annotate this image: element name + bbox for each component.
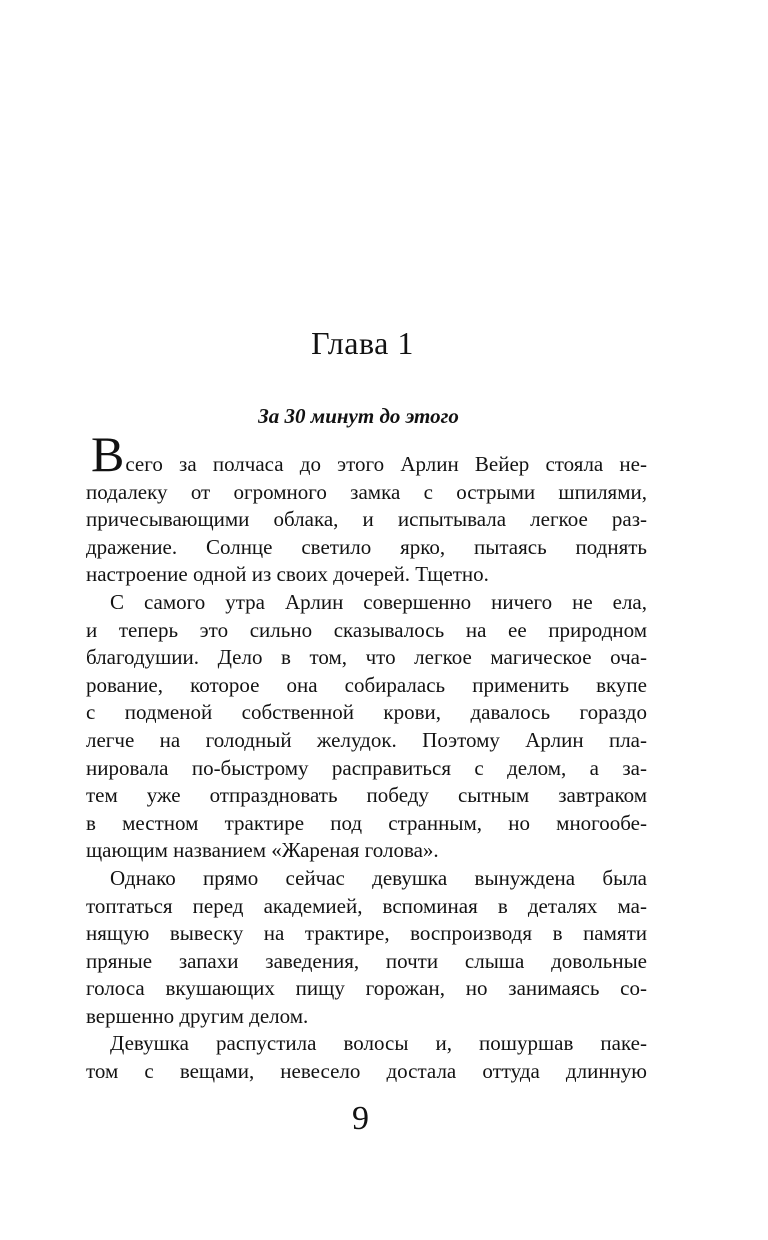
paragraph <box>86 426 647 589</box>
text-line: голоса вкушающих пищу горожан, но занимаясь со- <box>86 976 647 1001</box>
text-line: Девушка распустила волосы и, пошуршав паке- <box>110 1031 647 1056</box>
text-line: нировала по-быстрому расправиться с делом, а за- <box>86 755 647 780</box>
text-line: в местном трактире под странным, но многообе- <box>86 810 647 835</box>
text-line: и теперь это сильно сказывалось на ее природном <box>86 617 647 642</box>
text-line: щающим названием «Жареная голова». <box>86 838 439 863</box>
text-line: тем уже отпраздновать победу сытным завтраком <box>86 783 647 808</box>
paragraph <box>86 589 647 865</box>
paragraph <box>86 865 647 1031</box>
text-line: вершенно другим делом. <box>86 1003 309 1028</box>
text-line: топтаться перед академией, вспоминая в деталях ма- <box>86 893 647 918</box>
chapter-title: Глава 1 <box>311 325 414 361</box>
text-line: пряные запахи заведения, почти слыша довольные <box>86 948 647 973</box>
paragraph <box>86 1030 647 1085</box>
text-line: подалеку от огромного замка с острыми шпилями, <box>86 479 647 504</box>
text-line: нящую вывеску на трактире, воспроизводя в памяти <box>86 921 647 946</box>
page-number: 9 <box>352 1100 369 1137</box>
text-line: благодушии. Дело в том, что легкое магическое оча- <box>86 645 647 670</box>
text-line: с подменой собственной крови, давалось гораздо <box>86 700 647 725</box>
section-subtitle: За 30 минут до этого <box>258 404 459 428</box>
text-line: рование, которое она собиралась применить вкупе <box>86 672 647 697</box>
text-line: дражение. Солнце светило ярко, пытаясь поднять <box>86 534 647 559</box>
text-line: настроение одной из своих дочерей. Тщетно. <box>86 562 489 587</box>
text-line: причесывающими облака, и испытывала легкое раз- <box>86 507 647 532</box>
text-line: С самого утра Арлин совершенно ничего не ела, <box>110 589 647 614</box>
drop-cap: В <box>91 426 126 482</box>
text-line: Всего за полчаса до этого Арлин Вейер стояла не- <box>91 426 647 482</box>
text-line: легче на голодный желудок. Поэтому Арлин пла- <box>86 727 647 752</box>
body-text <box>86 426 647 1086</box>
text-line: Однако прямо сейчас девушка вынуждена была <box>110 865 647 890</box>
text-line: том с вещами, невесело достала оттуда длинную <box>86 1059 647 1084</box>
